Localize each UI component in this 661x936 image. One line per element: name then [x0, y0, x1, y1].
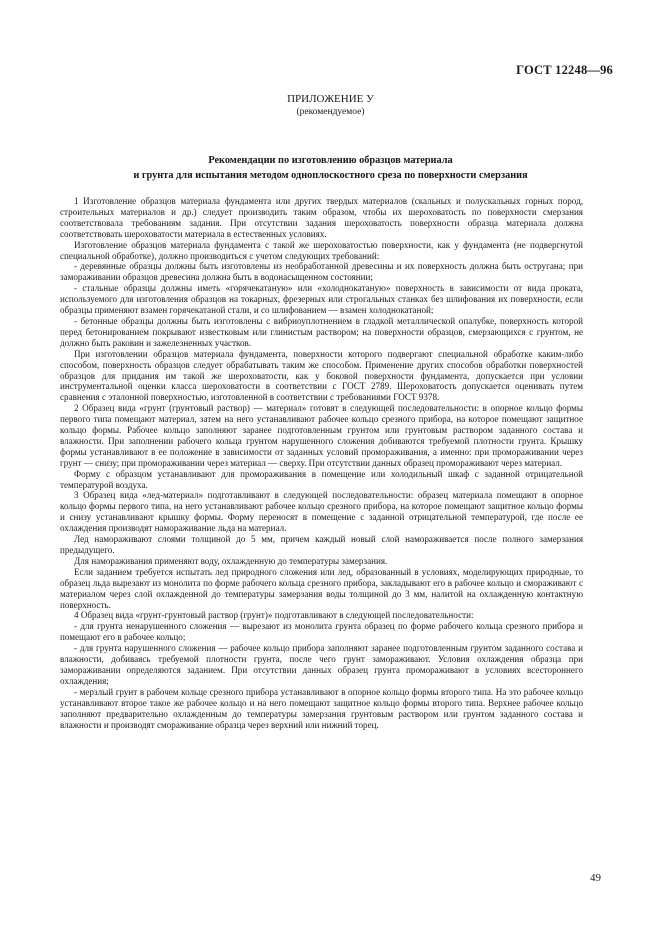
- paragraph: 3 Образец вида «лед-материал» подготавливают в следующей последовательности: образец материала помещают в опорное кольцо формы первого типа, на него устанавливают рабочее кольцо срезного прибора, на которое помещают защитное кольцо формы и снизу устанавливают крышку формы. Форму переносят в помещение с заданной отрицательной температурой, где после ее охлаждения производят намораживание льда на материал.: [60, 490, 583, 534]
- appendix-note: (рекомендуемое): [296, 107, 365, 117]
- paragraph: - стальные образцы должны иметь «горячекатаную» или «холоднокатаную» поверхность в зависимости от вида проката, используемого для изготовления образцов на токарных, фрезерных или строгальных станках без шлифования их поверхности, если образцы применяют взамен горячекатаной стали, и со шлифованием — взамен холоднокатаной;: [60, 283, 583, 316]
- paragraph: 4 Образец вида «грунт-грунтовый раствор (грунт)» подготавливают в следующей последовательности:: [74, 610, 474, 621]
- paragraph: Форму с образцом устанавливают для промораживания в помещение или холодильный шкаф с заданной отрицательной температурой воздуха.: [60, 468, 583, 490]
- standard-number: ГОСТ 12248—96: [516, 63, 613, 77]
- document-title: [60, 153, 601, 183]
- page-number: 49: [590, 872, 601, 884]
- paragraph: Для намораживания применяют воду, охлажденную до температуры замерзания.: [74, 555, 388, 566]
- document-body: [60, 196, 583, 730]
- paragraph: - для грунта ненарушенного сложения — вырезают из монолита грунта образец по форме рабочего кольца срезного прибора и помещают его в рабочее кольцо;: [60, 621, 583, 643]
- paragraph: При изготовлении образцов материала фундамента, поверхности которого подвергают специальной обработке каким-либо способом, поверхность образцов следует обрабатывать таким же способом. Применение других способов обработки поверхностей образцов для придания им такой же шероховатости, как у боковой поверхности фундамента, допускается при условии инструментальной оценки класса шероховатости в соответствии с ГОСТ 2789. Шероховатость допускается оценивать путем сравнения с эталонной поверхностью, изготовленной в соответствии с требованиями ГОСТ 9378.: [60, 348, 583, 403]
- paragraph: - деревянные образцы должны быть изготовлены из необработанной древесины и их поверхность должна быть оструганa; при замораживании образцов древесина должна быть в водонасыщенном состоянии;: [60, 261, 583, 283]
- paragraph: 2 Образец вида «грунт (грунтовый раствор) — материал» готовят в следующей последовательности: в опорное кольцо формы первого типа помещают материал, затем на него устанавливают рабочее кольцо срезного прибора, на которое помещают защитное кольцо формы. Рабочее кольцо заполняют заранее подготовленным грунтом или грунтовым раствором заданного состава и влажности. При заполнении рабочего кольца грунтом нарушенного сложения добиваются требуемой плотности грунта. Крышку формы устанавливают в ее положение в зависимости от заданных условий промораживания, а именно: при промораживании через грунт — снизу; при промораживании через материал — сверху. При отсутствии данных образец промораживают через материал.: [60, 403, 583, 468]
- paragraph: - бетонные образцы должны быть изготовлены с вибриоуплотнением в гладкой металлической опалубке, поверхность которой перед бетонированием покрывают известковым или глинистым раствором; на поверхности образцов, смерзающихся с грунтом, не должно быть раковин и зажелезненных участков.: [60, 315, 583, 348]
- title-line-2: и грунта для испытания методом одноплоскостного среза по поверхности смерзания: [133, 170, 528, 181]
- paragraph: Изготовление образцов материала фундамента с такой же шероховатостью поверхности, как у фундамента (не подвергнутой специальной обработке), должно производиться с учетом следующих требований:: [60, 239, 583, 261]
- appendix-heading: [0, 93, 661, 119]
- paragraph: Лед намораживают слоями толщиной до 5 мм, причем каждый новый слой намораживается после полного замерзания предыдущего.: [60, 534, 583, 555]
- paragraph: Если заданием требуется испытать лед природного сложения или лед, образованный в условиях, моделирующих природные, то образец льда вырезают из монолита по форме рабочего кольца срезного прибора, закладывают его в рабочее кольцо и смораживают с материалом через слой охлажденной до температуры замерзания воды толщиной до 3 мм, налитой на охлажденную контактную поверхность.: [60, 566, 583, 610]
- paragraph: - мерзлый грунт в рабочем кольце срезного прибора устанавливают в опорное кольцо формы второго типа. На это рабочее кольцо устанавливают второе такое же рабочее кольцо и на него помещают защитное кольцо формы второго типа. Верхнее рабочее кольцо заполняют предварительно охлажденным до температуры замерзания грунтовым раствором или грунтом заданного состава и влажности и производят смораживание образца через верхний или нижний торец.: [60, 686, 583, 730]
- paragraph: - для грунта нарушенного сложения — рабочее кольцо прибора заполняют заранее подготовленным грунтом заданного состава и влажности, добиваясь требуемой плотности грунта, после чего грунт замораживают. Условия охлаждения образца при замораживании определяются заданием. При отсутствии данных образец грунта промораживают в условиях всестороннего охлаждения;: [60, 643, 583, 686]
- paragraph: 1 Изготовление образцов материала фундамента или других твердых материалов (скальных и полускальных горных пород, строительных материалов и др.) следует производить таким образом, чтобы их шероховатость по поверхности смерзания соответствовала требованиям задания. При отсутствии задания шероховатость поверхности образца материала должна соответствовать шероховатости материала в естественных условиях.: [60, 196, 583, 239]
- title-line-1: Рекомендации по изготовлению образцов материала: [208, 155, 453, 166]
- appendix-label: ПРИЛОЖЕНИЕ У: [287, 93, 374, 105]
